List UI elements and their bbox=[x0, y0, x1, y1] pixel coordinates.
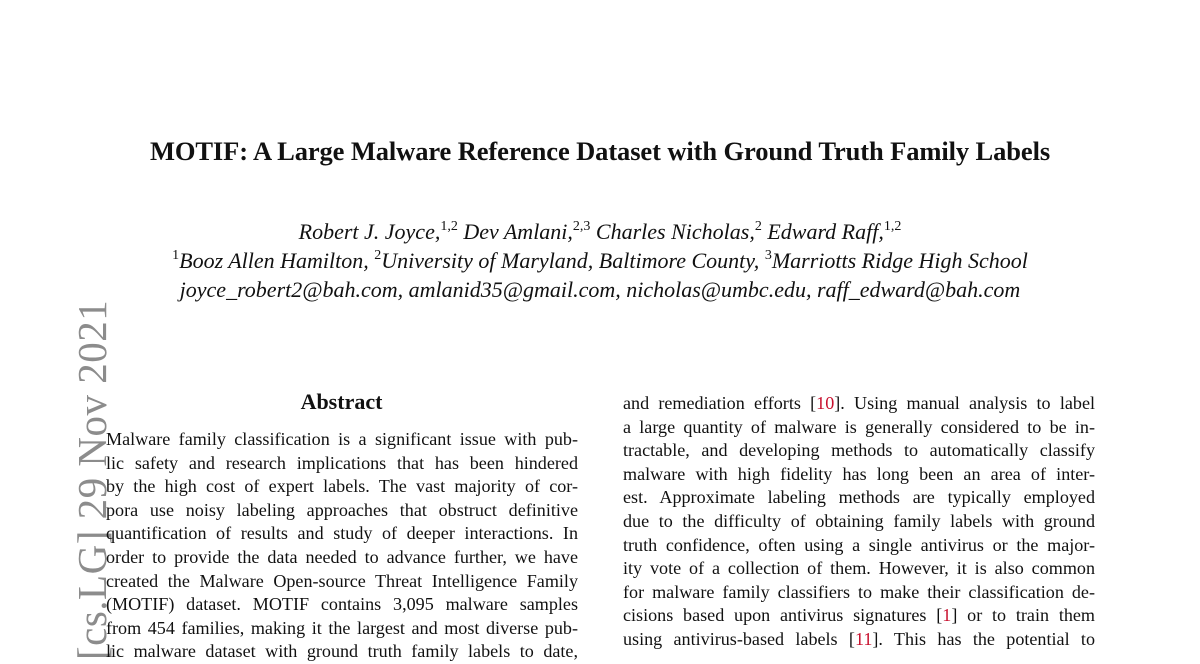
text-line bbox=[623, 604, 1095, 628]
author-name: Charles Nicholas, bbox=[595, 219, 755, 244]
affiliation-mark: 1 bbox=[172, 248, 180, 263]
text-line: Malware family classification is a significant issue with pub- bbox=[106, 429, 578, 449]
abstract-heading: Abstract bbox=[300, 389, 383, 414]
text-line: from 454 families, making it the largest and most diverse pub- bbox=[106, 617, 578, 638]
text-segment: ]. Using manual analysis to label bbox=[834, 393, 1096, 413]
affiliation-name: Marriotts Ridge High School bbox=[771, 248, 1028, 273]
text-line bbox=[623, 392, 1095, 416]
author-name: Dev Amlani, bbox=[463, 219, 573, 244]
abstract-body bbox=[106, 428, 578, 664]
introduction-body bbox=[623, 392, 1095, 652]
author-affiliation-mark: 1,2 bbox=[440, 219, 458, 234]
author-affiliation-mark: 1,2 bbox=[883, 219, 902, 234]
text-segment: ]. This has the potential to bbox=[872, 628, 1095, 649]
text-segment: ] or to train them bbox=[951, 605, 1095, 626]
affiliation-name: University of Maryland, Baltimore County, bbox=[381, 248, 765, 273]
affiliation-mark: 2 bbox=[374, 248, 382, 263]
text-line: lic malware dataset with ground truth family labels to date, bbox=[106, 641, 578, 662]
affiliation-name: Booz Allen Hamilton, bbox=[179, 248, 375, 273]
author-line bbox=[0, 219, 1200, 245]
text-line: lic safety and research implications that has been hindered bbox=[106, 452, 578, 473]
text-line: quantification of results and study of deeper interactions. In bbox=[106, 523, 578, 544]
text-line: malware with high fidelity has long been an area of inter- bbox=[623, 463, 1095, 484]
affiliation-mark: 3 bbox=[764, 248, 772, 263]
text-line: due to the difficulty of obtaining family labels with ground bbox=[623, 510, 1095, 531]
text-line: order to provide the data needed to advance further, we have bbox=[106, 546, 578, 567]
text-line: a large quantity of malware is generally considered to be in- bbox=[623, 416, 1095, 437]
author-affiliation-mark: 2 bbox=[754, 219, 762, 234]
arxiv-identifier: [cs.LG] 29 Nov 2021 bbox=[69, 299, 115, 660]
text-line: est. Approximate labeling methods are typically employed bbox=[623, 487, 1095, 508]
arxiv-side-stamp bbox=[28, 299, 115, 660]
text-line: for malware family classifiers to make their classification de- bbox=[623, 581, 1095, 602]
text-line: created the Malware Open-source Threat Intelligence Family bbox=[106, 570, 578, 591]
text-segment: using antivirus-based labels [ bbox=[623, 628, 855, 649]
citation-link[interactable]: 10 bbox=[816, 393, 835, 413]
text-segment: and remediation efforts [ bbox=[623, 393, 817, 413]
author-emails: joyce_robert2@bah.com, amlanid35@gmail.com, nicholas@umbc.edu, raff_edward@bah.com bbox=[179, 277, 1021, 302]
text-line: pora use noisy labeling approaches that obstruct definitive bbox=[106, 499, 578, 520]
citation-link[interactable]: 1 bbox=[942, 605, 952, 626]
text-line: (MOTIF) dataset. MOTIF contains 3,095 malware samples bbox=[106, 594, 578, 615]
text-line bbox=[623, 628, 1095, 652]
citation-link[interactable]: 11 bbox=[854, 628, 873, 649]
author-name: Edward Raff, bbox=[767, 219, 884, 244]
affiliation-line bbox=[0, 248, 1200, 274]
author-affiliation-mark: 2,3 bbox=[572, 219, 591, 234]
text-line: truth confidence, often using a single antivirus or the major- bbox=[623, 534, 1095, 555]
text-segment: cisions based upon antivirus signatures [ bbox=[623, 605, 943, 626]
text-line: by the high cost of expert labels. The vast majority of cor- bbox=[106, 476, 578, 497]
author-name: Robert J. Joyce, bbox=[298, 219, 441, 244]
text-line: tractable, and developing methods to automatically classify bbox=[623, 440, 1095, 461]
text-line: ity vote of a collection of them. However, it is also common bbox=[623, 558, 1095, 579]
paper-title: MOTIF: A Large Malware Reference Dataset with Ground Truth Family Labels bbox=[149, 136, 1051, 166]
